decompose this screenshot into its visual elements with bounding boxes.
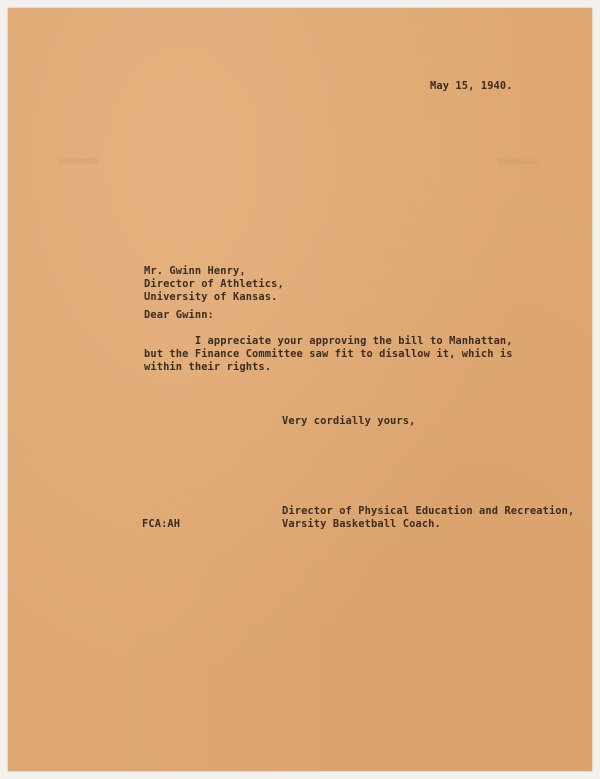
letter-date: May 15, 1940. bbox=[430, 80, 513, 92]
letter-page bbox=[8, 8, 592, 771]
paper-blemish bbox=[58, 158, 98, 164]
recipient-name: Mr. Gwinn Henry, bbox=[144, 265, 246, 277]
paper-blemish bbox=[498, 158, 538, 164]
signer-title: Director of Physical Education and Recreation, bbox=[282, 505, 575, 517]
recipient-address bbox=[144, 265, 284, 304]
reference-initials: FCA:AH bbox=[142, 518, 181, 530]
complimentary-closing: Very cordially yours, bbox=[282, 415, 416, 427]
body-line: but the Finance Committee saw fit to disallow it, which is bbox=[144, 348, 513, 360]
signature-block bbox=[282, 505, 574, 531]
recipient-title: Director of Athletics, bbox=[144, 278, 284, 290]
body-line: within their rights. bbox=[144, 361, 272, 373]
signer-role: Varsity Basketball Coach. bbox=[282, 518, 441, 530]
letter-body bbox=[144, 335, 513, 374]
body-line: I appreciate your approving the bill to Manhattan, bbox=[144, 335, 513, 347]
salutation: Dear Gwinn: bbox=[144, 309, 214, 321]
recipient-institution: University of Kansas. bbox=[144, 291, 278, 303]
